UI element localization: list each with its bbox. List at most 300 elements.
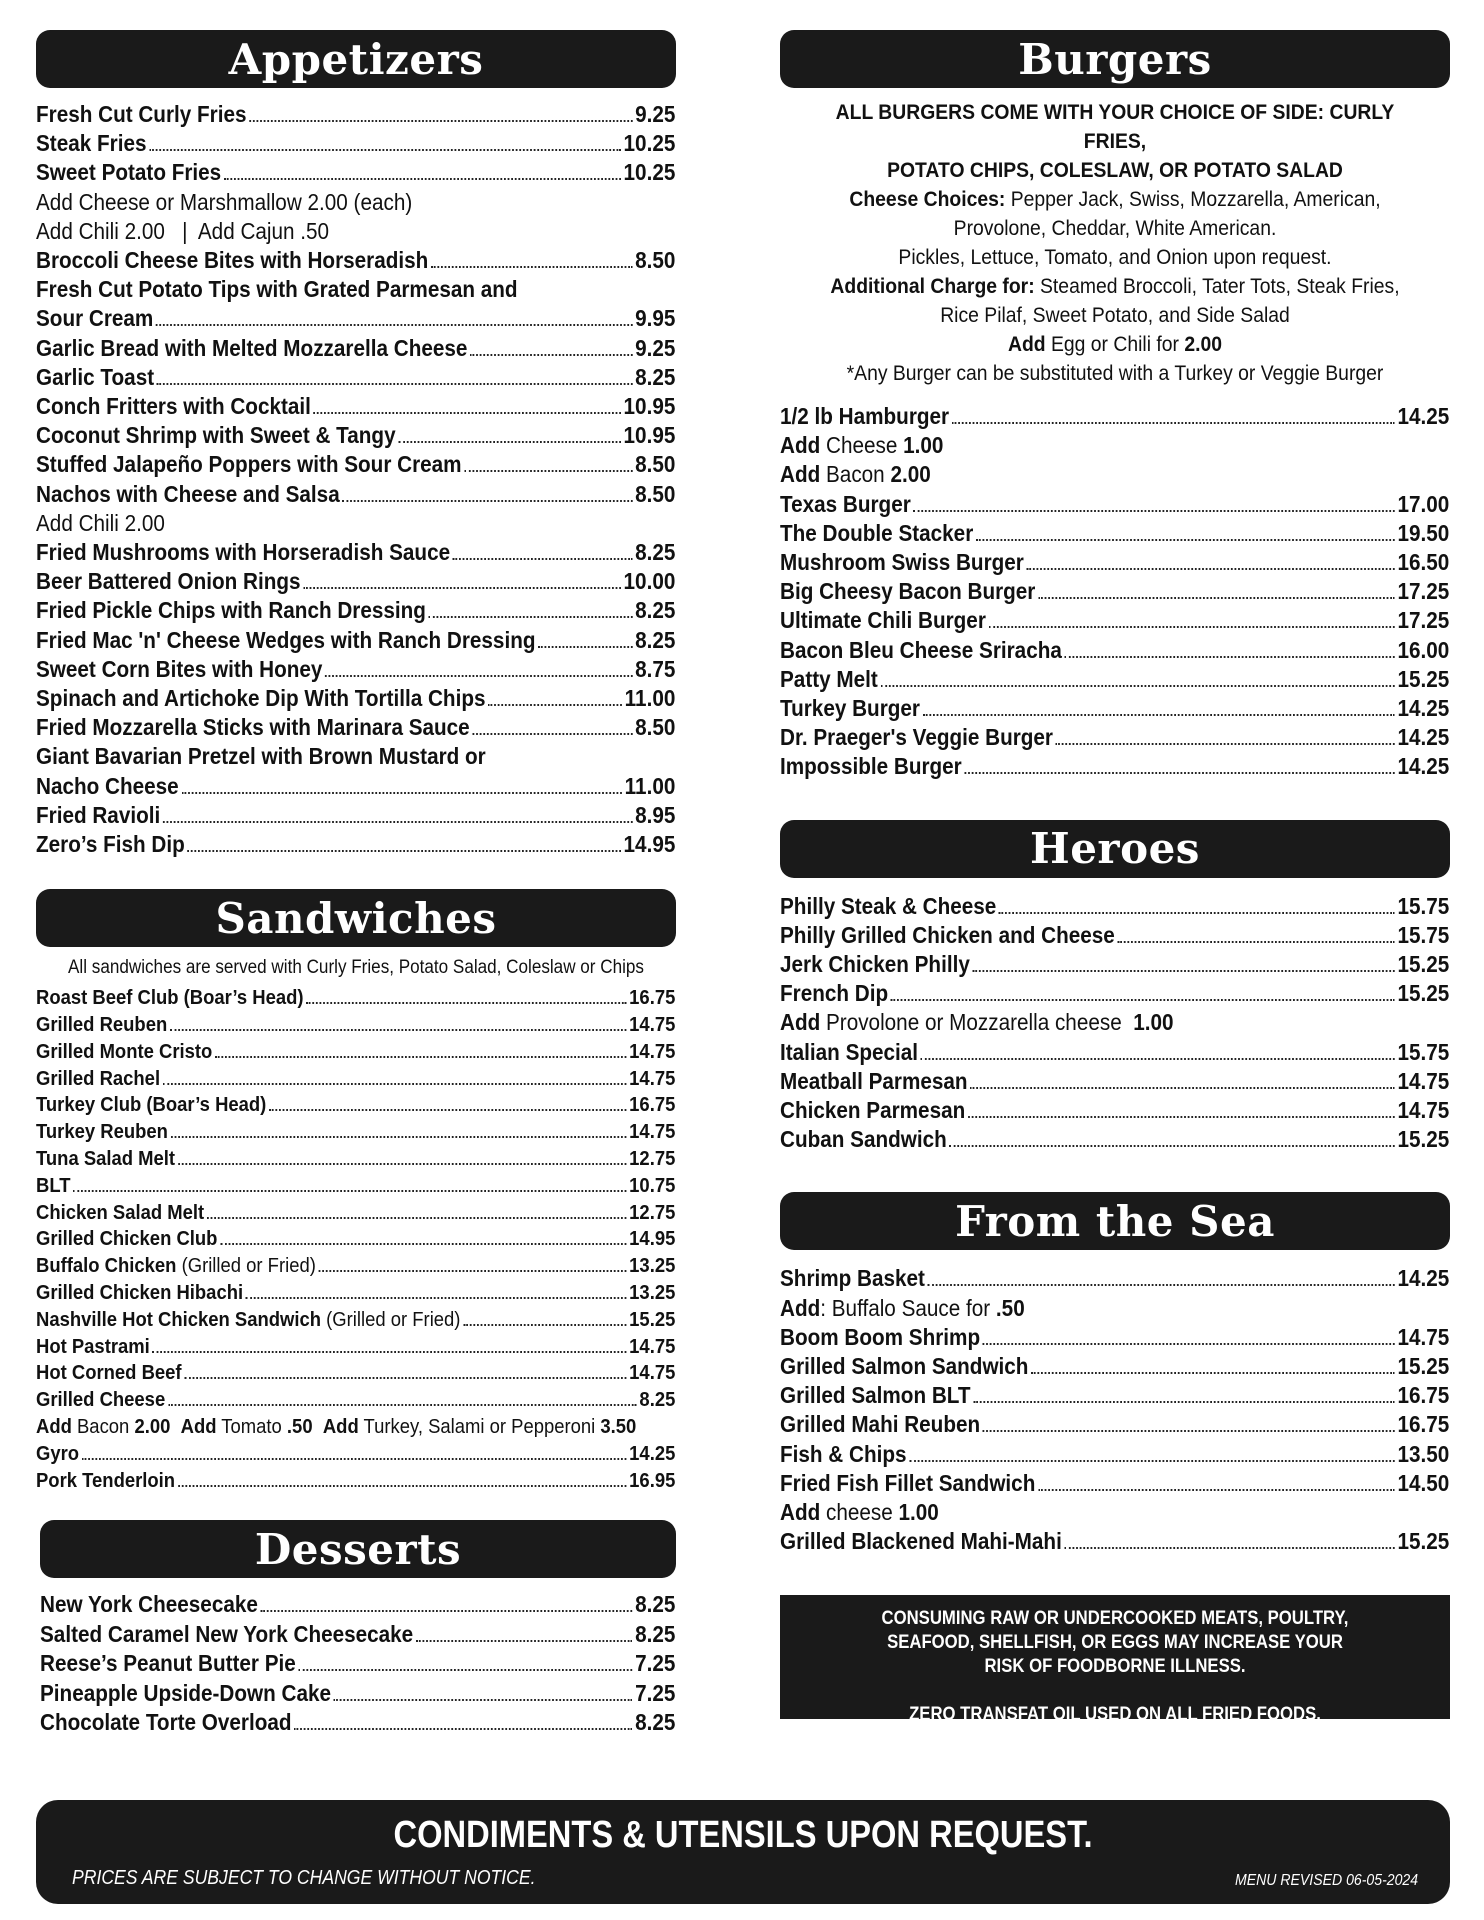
menu-item-name: Turkey Club (Boar’s Head) (36, 1093, 267, 1117)
menu-item (36, 1226, 675, 1253)
menu-item-price: 8.25 (639, 1388, 676, 1412)
dot-leader (246, 1297, 627, 1299)
menu-item (780, 1096, 1449, 1125)
menu-item-name: Grilled Salmon BLT (780, 1382, 971, 1409)
menu-item (780, 950, 1449, 979)
menu-item-name: Fried Fish Fillet Sandwich (780, 1469, 1036, 1496)
dot-leader (463, 1324, 626, 1326)
cheese-text-2: Provolone, Cheddar, White American. (953, 216, 1277, 240)
menu-item-name: Fried Mozzarella Sticks with Marinara Sauce (36, 714, 470, 741)
menu-item-name: Grilled Cheese (36, 1388, 166, 1412)
menu-item-price: 14.75 (629, 1361, 676, 1385)
menu-item (780, 1323, 1449, 1352)
menu-item-name: Coconut Shrimp with Sweet & Tangy (36, 422, 396, 449)
dot-leader (157, 383, 633, 385)
menu-item-name: Fried Mushrooms with Horseradish Sauce (36, 539, 451, 566)
menu-item (780, 490, 1449, 519)
menu-item (40, 1708, 675, 1738)
burgers-section (780, 30, 1450, 782)
menu-item-name: Mushroom Swiss Burger (780, 549, 1024, 576)
menu-item-name: Gyro (36, 1441, 80, 1465)
menu-item-name: Philly Grilled Chicken and Cheese (780, 921, 1115, 948)
menu-item-option: (Grilled or Fried) (321, 1307, 461, 1331)
menu-item (780, 979, 1449, 1008)
menu-item (40, 1590, 675, 1620)
menu-item-price: 14.95 (629, 1227, 676, 1251)
right-column (780, 30, 1450, 1725)
dot-leader (249, 120, 632, 122)
menu-item-name: Fish & Chips (780, 1440, 907, 1467)
menu-item-name: Nachos with Cheese and Salsa (36, 480, 340, 507)
dot-leader (181, 792, 622, 794)
dot-leader (398, 441, 621, 443)
menu-item-name: 1/2 lb Hamburger (780, 403, 950, 429)
menu-item-name: Meatball Parmesan (780, 1067, 968, 1094)
menu-item (780, 694, 1449, 723)
menu-item-price: 14.75 (1397, 1323, 1450, 1350)
menu-item-price: 13.25 (629, 1281, 676, 1305)
menu-item (780, 752, 1449, 781)
dot-leader (178, 1485, 627, 1487)
dot-leader (1038, 597, 1395, 599)
menu-add-on (780, 460, 1449, 489)
menu-item-price: 8.25 (635, 539, 676, 566)
menu-item-name: Fried Mac 'n' Cheese Wedges with Ranch Dressing (36, 626, 536, 653)
add-on-strong: 1.00 (1133, 1009, 1174, 1036)
burgers-info (814, 98, 1417, 388)
add-on-strong: 1.00 (898, 1499, 939, 1526)
add-on-text (170, 1414, 180, 1441)
menu-item-name: Chicken Parmesan (780, 1097, 966, 1124)
menu-add-on (36, 1414, 675, 1441)
menu-item-name: The Double Stacker (780, 519, 974, 546)
dot-leader (964, 772, 1394, 774)
menu-item-name: Fried Pickle Chips with Ranch Dressing (36, 597, 426, 624)
menu-item-name: Turkey Reuben (36, 1120, 168, 1144)
menu-item (36, 1468, 675, 1495)
menu-item (36, 1173, 675, 1200)
dot-leader (983, 1343, 1395, 1345)
menu-item (36, 129, 675, 158)
menu-item (36, 655, 675, 684)
dot-leader (163, 1083, 627, 1085)
menu-item-name: Grilled Rachel (36, 1066, 161, 1090)
menu-item-name: Steak Fries (36, 130, 147, 157)
menu-item-price: 14.75 (629, 1120, 676, 1144)
menu-item-name: Big Cheesy Bacon Burger (780, 578, 1036, 605)
dot-leader (968, 1116, 1395, 1118)
dot-leader (325, 675, 632, 677)
menu-item-price: 15.25 (1397, 980, 1450, 1007)
menu-item (780, 1410, 1449, 1439)
add-on-strong: 1.00 (903, 432, 944, 459)
add-on-strong: Add (780, 1294, 821, 1321)
menu-item-price: 9.95 (635, 305, 676, 332)
sea-header: From the Sea (780, 1192, 1450, 1250)
dot-leader (187, 850, 620, 852)
menu-item (36, 567, 675, 596)
revision-date: MENU REVISED 06-05-2024 (1234, 1872, 1418, 1889)
menu-item-name: Tuna Salad Melt (36, 1147, 176, 1171)
menu-item-name: Grilled Reuben (36, 1013, 168, 1037)
dot-leader (999, 912, 1395, 914)
menu-item (36, 304, 675, 333)
add-on-text: cheese (820, 1499, 899, 1526)
menu-add-on (36, 217, 675, 246)
menu-item-price: 10.95 (623, 393, 676, 420)
menu-item-price: 16.00 (1397, 636, 1450, 663)
heroes-list (780, 892, 1450, 1155)
menu-item-name: Grilled Salmon Sandwich (780, 1353, 1029, 1380)
menu-item-name: Pork Tenderloin (36, 1468, 176, 1492)
pickles-note: Pickles, Lettuce, Tomato, and Onion upon request. (898, 245, 1332, 269)
menu-item-name: Stuffed Jalapeño Poppers with Sour Cream (36, 451, 462, 478)
add-on-text: Bacon (820, 461, 891, 488)
dot-leader (538, 646, 632, 648)
sandwiches-list (36, 985, 676, 1494)
menu-item (780, 1440, 1449, 1469)
cheese-label: Cheese Choices: (849, 187, 1006, 211)
menu-item (780, 1038, 1449, 1067)
menu-item-price: 14.95 (623, 831, 676, 858)
menu-item-name: Impossible Burger (780, 753, 962, 780)
menu-item-price: 14.75 (629, 1334, 676, 1358)
dot-leader (416, 1640, 632, 1642)
menu-item-price: 10.25 (623, 159, 676, 186)
prices-notice: PRICES ARE SUBJECT TO CHANGE WITHOUT NOTICE. (72, 1867, 536, 1889)
appetizers-header: Appetizers (36, 30, 676, 88)
egg-price: 2.00 (1184, 332, 1223, 356)
menu-item-name: Grilled Blackened Mahi-Mahi (780, 1528, 1062, 1555)
dot-leader (891, 999, 1395, 1001)
add-on-strong: 2.00 (890, 461, 931, 488)
menu-item-price: 8.25 (635, 626, 676, 653)
menu-item-price: 14.75 (629, 1066, 676, 1090)
menu-item-name-line (36, 742, 675, 771)
add-on-text (313, 1414, 323, 1441)
menu-item (36, 1387, 675, 1414)
menu-item-price: 14.25 (1397, 695, 1450, 722)
dot-leader (472, 733, 632, 735)
menu-item-price: 17.25 (1397, 607, 1450, 634)
add-on-text: Bacon (71, 1415, 135, 1439)
menu-item-price: 15.25 (1397, 1126, 1450, 1153)
menu-item (36, 830, 675, 859)
menu-item-price: 14.50 (1397, 1469, 1450, 1496)
menu-item (36, 480, 675, 509)
menu-item (780, 1469, 1449, 1498)
menu-item-price: 8.50 (635, 480, 676, 507)
dot-leader (923, 714, 1395, 716)
menu-item (36, 1441, 675, 1468)
dot-leader (149, 149, 621, 151)
menu-item-price: 8.50 (635, 714, 676, 741)
menu-item-name: Turkey Burger (780, 695, 920, 722)
sandwiches-section (36, 889, 676, 1494)
menu-item-price: 8.25 (635, 1620, 676, 1647)
add-on-strong: 2.00 (134, 1415, 171, 1439)
menu-add-on (780, 1498, 1449, 1527)
menu-item-price: 16.75 (1397, 1382, 1450, 1409)
menu-item-price: 8.50 (635, 451, 676, 478)
menu-item-price: 14.75 (1397, 1067, 1450, 1094)
egg-add-word: Add (1007, 332, 1046, 356)
menu-item (780, 665, 1449, 694)
dot-leader (976, 539, 1395, 541)
add-on-strong: 3.50 (600, 1415, 637, 1439)
dot-leader (1065, 1547, 1395, 1549)
menu-item-price: 10.25 (623, 130, 676, 157)
menu-item (36, 1200, 675, 1227)
menu-item-price: 7.25 (635, 1650, 676, 1677)
menu-item-name: BLT (36, 1173, 71, 1197)
menu-item-name: Boom Boom Shrimp (780, 1323, 981, 1350)
menu-item (36, 626, 675, 655)
menu-item-name: Conch Fritters with Cocktail (36, 393, 311, 420)
menu-add-on (780, 431, 1449, 460)
dot-leader (453, 558, 633, 560)
dot-leader (921, 1058, 1395, 1060)
menu-item-name: Roast Beef Club (Boar’s Head) (36, 986, 304, 1010)
dot-leader (334, 1699, 633, 1701)
menu-item (36, 1039, 675, 1066)
dot-leader (168, 1404, 637, 1406)
menu-item-price: 7.25 (635, 1679, 676, 1706)
menu-item-price: 9.25 (635, 334, 676, 361)
menu-add-on (780, 1008, 1449, 1037)
menu-item-name: Nacho Cheese (36, 772, 179, 799)
menu-item-price: 15.25 (629, 1307, 676, 1331)
dot-leader (269, 1109, 626, 1111)
dot-leader (207, 1217, 627, 1219)
menu-item (36, 713, 675, 742)
menu-item-name: Grilled Monte Cristo (36, 1039, 213, 1063)
menu-item (36, 246, 675, 275)
add-on-strong: Add (36, 1415, 72, 1439)
menu-item-name: Buffalo Chicken (36, 1254, 177, 1278)
add-on-strong: Add (780, 432, 821, 459)
menu-item (36, 1119, 675, 1146)
menu-item-name: Sweet Potato Fries (36, 159, 222, 186)
menu-item (36, 334, 675, 363)
dot-leader (464, 470, 632, 472)
cheese-text-1: Pepper Jack, Swiss, Mozzarella, American, (1005, 187, 1381, 211)
menu-item-price: 8.75 (635, 655, 676, 682)
menu-item (780, 1381, 1449, 1410)
menu-item-price: 14.25 (1397, 1265, 1450, 1292)
menu-item-name: Hot Corned Beef (36, 1361, 182, 1385)
menu-item (40, 1649, 675, 1679)
menu-item-price: 8.25 (635, 363, 676, 390)
menu-item-name: Patty Melt (780, 665, 878, 692)
menu-item-name: Chocolate Torte Overload (40, 1709, 292, 1736)
dot-leader (1065, 656, 1395, 658)
menu-item-price: 14.25 (1397, 753, 1450, 780)
menu-item-price: 19.50 (1397, 519, 1450, 546)
menu-item-name: Ultimate Chili Burger (780, 607, 986, 634)
dot-leader (303, 587, 621, 589)
dot-leader (488, 704, 622, 706)
menu-item-price: 14.25 (1397, 403, 1450, 429)
menu-item-name: Zero’s Fish Dip (36, 831, 185, 858)
egg-chili-add (814, 330, 1417, 359)
dot-leader (952, 422, 1395, 424)
appetizers-section (36, 30, 676, 859)
menu-item-name: Broccoli Cheese Bites with Horseradish (36, 247, 429, 274)
menu-item-price: 15.25 (1397, 951, 1450, 978)
dot-leader (1027, 568, 1395, 570)
left-column (36, 30, 676, 1738)
menu-item-name: Giant Bavarian Pretzel with Brown Mustard or (36, 743, 486, 770)
dot-leader (298, 1669, 632, 1671)
menu-item-name: Garlic Toast (36, 363, 155, 390)
menu-item-name: Texas Burger (780, 490, 911, 517)
additional-text-1: Steamed Broccoli, Tater Tots, Steak Fries, (1034, 274, 1400, 298)
dot-leader (913, 510, 1394, 512)
menu-item-price: 8.25 (635, 1591, 676, 1618)
menu-item (36, 1307, 675, 1334)
menu-item (780, 1264, 1449, 1293)
menu-item (36, 985, 675, 1012)
menu-item-price: 16.75 (629, 986, 676, 1010)
menu-item (40, 1679, 675, 1709)
add-on-text: Provolone or Mozzarella cheese (820, 1009, 1134, 1036)
add-on-text: Turkey, Salami or Pepperoni (358, 1415, 601, 1439)
menu-item (780, 1067, 1449, 1096)
menu-item-price: 16.50 (1397, 549, 1450, 576)
notice-line-3: RISK OF FOODBORNE ILLNESS. (984, 1655, 1246, 1677)
menu-item-price: 8.95 (635, 801, 676, 828)
menu-item (36, 1066, 675, 1093)
dot-leader (949, 1145, 1394, 1147)
menu-item-price: 15.25 (1397, 665, 1450, 692)
dot-leader (220, 1243, 626, 1245)
menu-item-name: Chicken Salad Melt (36, 1200, 205, 1224)
menu-item (36, 801, 675, 830)
menu-item-price: 14.25 (1397, 724, 1450, 751)
menu-item-price: 15.75 (1397, 921, 1450, 948)
egg-text: Egg or Chili for (1045, 332, 1185, 356)
menu-item (780, 402, 1449, 431)
appetizers-list (36, 100, 676, 859)
menu-item-name: Sour Cream (36, 305, 154, 332)
add-on-strong: Add (322, 1415, 359, 1439)
menu-item-name: Garlic Bread with Melted Mozzarella Cheese (36, 334, 468, 361)
burgers-sides-line-2: POTATO CHIPS, COLESLAW, OR POTATO SALAD (887, 158, 1343, 182)
menu-item-price: 12.75 (629, 1200, 676, 1224)
add-on-text: Add Chili 2.00 (36, 509, 165, 536)
menu-item-price: 13.50 (1397, 1440, 1450, 1467)
menu-item (780, 1527, 1449, 1556)
desserts-header: Desserts (40, 1520, 676, 1578)
additional-label: Additional Charge for: (830, 274, 1035, 298)
dot-leader (314, 412, 621, 414)
menu-item-price: 12.75 (629, 1147, 676, 1171)
sandwiches-header: Sandwiches (36, 889, 676, 947)
dot-leader (319, 1270, 627, 1272)
menu-item-name: Fresh Cut Curly Fries (36, 101, 247, 127)
menu-item-name: Italian Special (780, 1038, 919, 1065)
menu-item (36, 1092, 675, 1119)
menu-item-name: Nashville Hot Chicken Sandwich (36, 1307, 322, 1331)
menu-item (36, 538, 675, 567)
menu-item-price: 10.75 (629, 1173, 676, 1197)
menu-item-price: 15.25 (1397, 1528, 1450, 1555)
additional-charge (814, 272, 1417, 301)
menu-item-price: 15.75 (1397, 1038, 1450, 1065)
menu-item (36, 363, 675, 392)
menu-item-price: 10.00 (623, 568, 676, 595)
menu-item-price: 15.25 (1397, 1353, 1450, 1380)
add-on-text: Cheese (820, 432, 904, 459)
sea-list (780, 1264, 1450, 1556)
dot-leader (215, 1056, 626, 1058)
menu-item (36, 1360, 675, 1387)
additional-text-2: Rice Pilaf, Sweet Potato, and Side Salad (940, 303, 1290, 327)
menu-item (780, 892, 1449, 921)
menu-item (36, 684, 675, 713)
add-on-text: Tomato (216, 1415, 287, 1439)
menu-add-on (780, 1294, 1449, 1323)
menu-item-name: Grilled Chicken Hibachi (36, 1281, 244, 1305)
notice-line-1: CONSUMING RAW OR UNDERCOOKED MEATS, POULTRY, (881, 1607, 1349, 1629)
menu-item (36, 1280, 675, 1307)
dot-leader (73, 1190, 626, 1192)
menu-item-name: Reese’s Peanut Butter Pie (40, 1650, 296, 1677)
menu-item-price: 16.75 (1397, 1411, 1450, 1438)
dot-leader (163, 821, 632, 823)
add-on-text: Add Chili 2.00 | Add Cajun .50 (36, 217, 330, 244)
substitute-note: *Any Burger can be substituted with a Turkey or Veggie Burger (846, 361, 1384, 385)
menu-add-on (36, 509, 675, 538)
notice-line-4: ZERO TRANSFAT OIL USED ON ALL FRIED FOODS. (909, 1703, 1321, 1725)
menu-item-name: Pineapple Upside-Down Cake (40, 1679, 332, 1706)
health-notice (780, 1595, 1450, 1725)
dot-leader (1038, 1489, 1395, 1491)
menu-item-name: Jerk Chicken Philly (780, 951, 970, 978)
menu-item-price: 14.75 (629, 1039, 676, 1063)
menu-item-price: 11.00 (624, 772, 676, 799)
dot-leader (431, 266, 632, 268)
menu-item-name: Cuban Sandwich (780, 1126, 947, 1153)
menu-item-price: 8.25 (635, 1709, 676, 1736)
add-on-strong: .50 (286, 1415, 313, 1439)
menu-item-name: Fried Ravioli (36, 801, 161, 828)
footer-banner (36, 1800, 1450, 1904)
dot-leader (178, 1163, 627, 1165)
dot-leader (82, 1458, 627, 1460)
menu-item-price: 10.95 (623, 422, 676, 449)
dot-leader (294, 1728, 632, 1730)
menu-item-price: 16.95 (629, 1468, 676, 1492)
add-on-strong: Add (780, 1009, 821, 1036)
menu-item-name: Dr. Praeger's Veggie Burger (780, 724, 1053, 751)
heroes-header: Heroes (780, 820, 1450, 878)
menu-item-price: 14.75 (1397, 1097, 1450, 1124)
add-on-strong: Add (780, 461, 821, 488)
dot-leader (909, 1460, 1395, 1462)
desserts-list (40, 1590, 676, 1738)
menu-item-name: Hot Pastrami (36, 1334, 150, 1358)
notice-line-2: SEAFOOD, SHELLFISH, OR EGGS MAY INCREASE YOUR (887, 1631, 1343, 1653)
dot-leader (1031, 1372, 1395, 1374)
menu-item (40, 1620, 675, 1650)
menu-item (36, 1146, 675, 1173)
burgers-list (780, 402, 1450, 782)
menu-item-name: Philly Steak & Cheese (780, 892, 997, 919)
burgers-header: Burgers (780, 30, 1450, 88)
menu-item (780, 921, 1449, 950)
